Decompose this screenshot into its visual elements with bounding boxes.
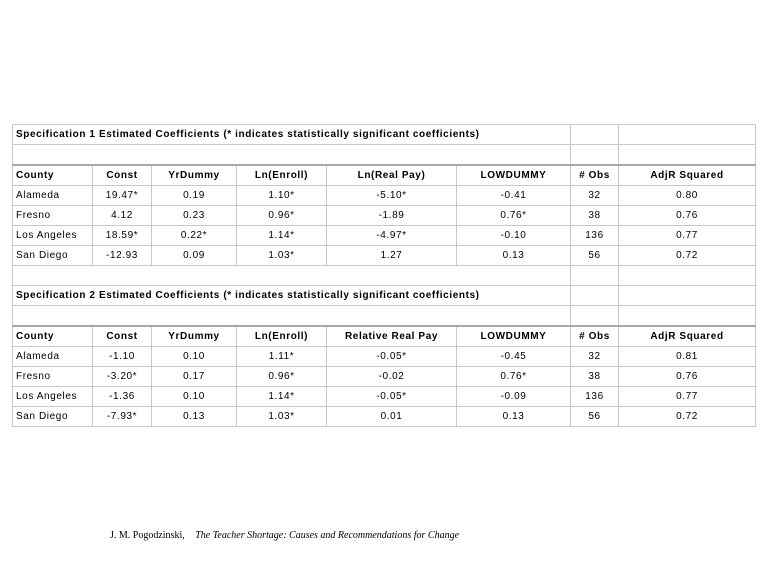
coefficients-table (12, 124, 756, 427)
column-header: Ln(Enroll) (237, 165, 327, 186)
table-cell: 0.13 (457, 246, 571, 266)
empty-cell (571, 125, 619, 145)
table-cell: 0.01 (327, 407, 457, 427)
table-cell: 136 (571, 226, 619, 246)
table-cell: 1.14* (237, 226, 327, 246)
table-cell: -0.05* (327, 387, 457, 407)
table-cell: 0.17 (152, 367, 237, 387)
table-cell: 38 (571, 367, 619, 387)
table-cell: -0.09 (457, 387, 571, 407)
column-header: Const (93, 165, 152, 186)
column-header: YrDummy (152, 326, 237, 347)
county-cell: San Diego (13, 407, 93, 427)
table-cell: 0.96* (237, 206, 327, 226)
table-cell: -0.02 (327, 367, 457, 387)
table-cell: 19.47* (93, 186, 152, 206)
county-cell: Alameda (13, 186, 93, 206)
county-cell: Fresno (13, 206, 93, 226)
separator-row (13, 266, 756, 286)
table-cell: 4.12 (93, 206, 152, 226)
table-cell: 1.27 (327, 246, 457, 266)
empty-cell (619, 286, 756, 306)
table-cell: 0.76 (619, 206, 756, 226)
table-row (13, 407, 756, 427)
spec2-header-row (13, 326, 756, 347)
empty-cell (619, 266, 756, 286)
empty-cell (13, 266, 571, 286)
table-cell: 38 (571, 206, 619, 226)
table-cell: -0.41 (457, 186, 571, 206)
county-cell: Los Angeles (13, 226, 93, 246)
table-cell: 0.76 (619, 367, 756, 387)
table-cell: 0.19 (152, 186, 237, 206)
table-cell: -1.36 (93, 387, 152, 407)
empty-cell (13, 145, 571, 166)
table-cell: 0.23 (152, 206, 237, 226)
table-row (13, 246, 756, 266)
table-cell: 0.77 (619, 387, 756, 407)
table-cell: 18.59* (93, 226, 152, 246)
table-cell: 56 (571, 407, 619, 427)
column-header: County (13, 326, 93, 347)
spec2-title: Specification 2 Estimated Coefficients (* indicates statistically significant coefficients) (13, 286, 571, 306)
table-cell: -0.10 (457, 226, 571, 246)
spec2-blank-row (13, 306, 756, 327)
column-header: # Obs (571, 326, 619, 347)
table-cell: 0.22* (152, 226, 237, 246)
table-cell: 1.11* (237, 347, 327, 367)
spec1-title: Specification 1 Estimated Coefficients (* indicates statistically significant coefficients) (13, 125, 571, 145)
table-cell: -0.05* (327, 347, 457, 367)
column-header: Relative Real Pay (327, 326, 457, 347)
table-cell: 1.14* (237, 387, 327, 407)
table-cell: -1.10 (93, 347, 152, 367)
table-cell: -5.10* (327, 186, 457, 206)
table-cell: 0.77 (619, 226, 756, 246)
column-header: AdjR Squared (619, 326, 756, 347)
table-cell: 1.10* (237, 186, 327, 206)
empty-cell (619, 145, 756, 166)
table-cell: 0.72 (619, 246, 756, 266)
county-cell: Los Angeles (13, 387, 93, 407)
table-cell: 0.81 (619, 347, 756, 367)
county-cell: Fresno (13, 367, 93, 387)
empty-cell (571, 306, 619, 327)
table-cell: 1.03* (237, 407, 327, 427)
empty-cell (619, 125, 756, 145)
footer-author: J. M. Pogodzinski, (110, 530, 185, 541)
table-cell: -12.93 (93, 246, 152, 266)
spec1-header-row (13, 165, 756, 186)
column-header: LOWDUMMY (457, 165, 571, 186)
spec2-title-row (13, 286, 756, 306)
table-cell: 0.10 (152, 347, 237, 367)
table-row (13, 226, 756, 246)
empty-cell (13, 306, 571, 327)
empty-cell (571, 266, 619, 286)
table-cell: 56 (571, 246, 619, 266)
table-cell: -4.97* (327, 226, 457, 246)
table-cell: 136 (571, 387, 619, 407)
column-header: Ln(Enroll) (237, 326, 327, 347)
table-cell: -0.45 (457, 347, 571, 367)
table-cell: 32 (571, 186, 619, 206)
table-cell: 0.10 (152, 387, 237, 407)
table-row (13, 367, 756, 387)
table-body (13, 125, 756, 427)
column-header: # Obs (571, 165, 619, 186)
table-cell: 0.80 (619, 186, 756, 206)
column-header: AdjR Squared (619, 165, 756, 186)
table-row (13, 387, 756, 407)
table-cell: 1.03* (237, 246, 327, 266)
table-cell: 0.13 (152, 407, 237, 427)
empty-cell (571, 286, 619, 306)
table-cell: 32 (571, 347, 619, 367)
table-cell: 0.09 (152, 246, 237, 266)
table-row (13, 186, 756, 206)
spec1-title-row (13, 125, 756, 145)
table-cell: -3.20* (93, 367, 152, 387)
column-header: Ln(Real Pay) (327, 165, 457, 186)
column-header: Const (93, 326, 152, 347)
county-cell: Alameda (13, 347, 93, 367)
column-header: County (13, 165, 93, 186)
footer-citation (110, 530, 459, 541)
table-row (13, 347, 756, 367)
footer-work-title: The Teacher Shortage: Causes and Recommendations for Change (195, 530, 460, 541)
column-header: LOWDUMMY (457, 326, 571, 347)
table-cell: 0.76* (457, 367, 571, 387)
table-cell: -7.93* (93, 407, 152, 427)
table-cell: -1.89 (327, 206, 457, 226)
empty-cell (619, 306, 756, 327)
table-cell: 0.76* (457, 206, 571, 226)
table-cell: 0.13 (457, 407, 571, 427)
table-cell: 0.72 (619, 407, 756, 427)
table-cell: 0.96* (237, 367, 327, 387)
spec1-blank-row (13, 145, 756, 166)
table-row (13, 206, 756, 226)
column-header: YrDummy (152, 165, 237, 186)
county-cell: San Diego (13, 246, 93, 266)
empty-cell (571, 145, 619, 166)
